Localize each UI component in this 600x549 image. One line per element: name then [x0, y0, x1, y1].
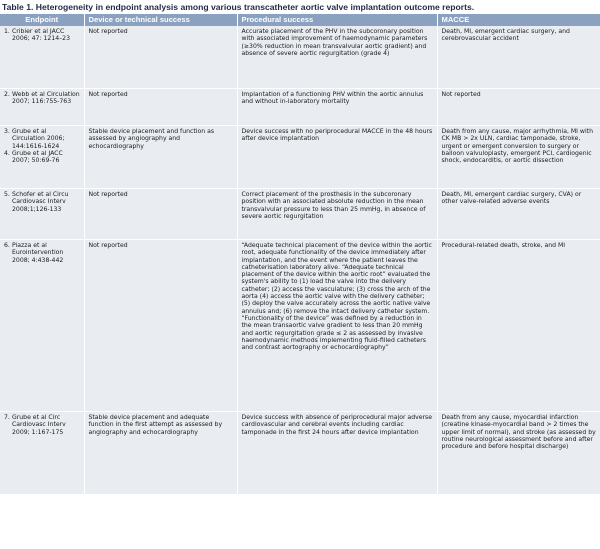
procedural-success-cell: Correct placement of the prosthesis in the subcoronary position with an associated absolute reduction in the mean transvalvular pressure to less than 25 mmHg, in absence of severe aortic regurgitation [237, 189, 437, 240]
header-procedural-success: Procedural success [237, 14, 437, 26]
study-number: 1. [4, 28, 10, 35]
macce-cell: Procedural-related death, stroke, and MI [437, 240, 600, 412]
table-row [0, 240, 600, 412]
device-success-cell: Stable device placement and function as assessed by angiography and echocardiography [84, 126, 237, 189]
study-reference: Grube et al JACC 2007; 50:69-76 [12, 149, 63, 165]
study-reference: Schofer et al Circu Cardiovasc Interv 2008;1;126-133 [12, 191, 69, 213]
study-reference: Cribier et al JACC 2006; 47: 1214–23 [12, 28, 70, 43]
study-reference: Grube et al Circ Cardiovasc Interv 2009; 1:167-175 [12, 414, 66, 436]
endpoint-cell [0, 240, 84, 412]
study-reference: Piazza et al Eurointervention 2008; 4:438-442 [12, 242, 64, 264]
device-success-cell: Not reported [84, 240, 237, 412]
table-caption: Table 1. Heterogeneity in endpoint analysis among various transcatheter aortic valve implantation outcome reports. [2, 2, 475, 12]
header-endpoint: Endpoint [0, 14, 84, 26]
macce-cell: Death, MI, emergent cardiac surgery, CVA) or other valve-related adverse events [437, 189, 600, 240]
macce-cell: Death, MI, emergent cardiac surgery, and cerebrovascular accident [437, 26, 600, 89]
macce-cell: Death from any cause, major arrhythmia, MI with CK MB > 2x ULN, cardiac tamponade, stroke, urgent or emergent conversion to surgery or balloon valvuloplasty, emergent PCI, cardiogenic shock, endocarditis, or aortic dissection [437, 126, 600, 189]
study-number: 2. [4, 91, 10, 98]
study-number: 6. [4, 242, 10, 249]
study-reference: Grube et al Circulation 2006; 144:1616-1624 [12, 128, 65, 150]
endpoint-table [0, 14, 600, 494]
endpoint-cell [0, 26, 84, 89]
header-macce: MACCE [437, 14, 600, 26]
procedural-success-cell: Device success with absence of periprocedural major adverse cardiovascular and cerebral events including cardiac tamponade in the first 24 hours after device implantation [237, 412, 437, 495]
study-number: 3. [4, 128, 10, 135]
table-header-row [0, 14, 600, 26]
device-success-cell: Stable device placement and adequate function in the first attempt as assessed by angiography and echocardiography [84, 412, 237, 495]
procedural-success-cell: Implantation of a functioning PHV within the aortic annulus and without in-laboratory mortality [237, 89, 437, 126]
table-row [0, 189, 600, 240]
procedural-success-cell: “Adequate technical placement of the device within the aortic root, adequate functionality of the device immediately after implantation, and the event where the patient leaves the catheterisation laboratory alive. “Adequate technical placement of the device within the aortic root” evaluated the system's ability to (1) load the valve into the delivery catheter; (2) access the vasculature; (3) cross the arch of the aorta (4) access the aortic valve with the delivery catheter; (5) deploy the valve accurately across the aortic native valve annulus and; (6) remove the intact delivery catheter system. “Functionality of the device” was defined by a reduction in the mean transaortic valve gradient to less than 20 mmHg and aortic regurgitation grade ≤ 2 as assessed by invasive haemodynamic methods implementing fluid-filled catheters and contrast aortography or echocardiography” [237, 240, 437, 412]
endpoint-cell [0, 189, 84, 240]
table-row [0, 412, 600, 495]
device-success-cell: Not reported [84, 189, 237, 240]
device-success-cell: Not reported [84, 26, 237, 89]
study-number: 5. [4, 191, 10, 198]
device-success-cell: Not reported [84, 89, 237, 126]
endpoint-cell [0, 89, 84, 126]
procedural-success-cell: Device success with no periprocedural MACCE in the 48 hours after device implantation [237, 126, 437, 189]
macce-cell: Death from any cause, myocardial infarction (creatine kinase-myocardial band > 2 times the upper limit of normal), and stroke (as assessed by routine neurological assessment before and after procedure and before hospital discharge) [437, 412, 600, 495]
study-number: 7. [4, 414, 10, 421]
study-number: 4. [4, 149, 10, 157]
endpoint-cell [0, 412, 84, 495]
study-reference: Webb et al Circulation 2007; 116:755-763 [12, 91, 80, 106]
table-row [0, 126, 600, 189]
endpoint-cell [0, 126, 84, 189]
procedural-success-cell: Accurate placement of the PHV in the subcoronary position with associated improvement of haemodynamic parameters (≥30% reduction in mean transvalvular aortic gradient) and absence of severe aortic regurgitation (grade 4) [237, 26, 437, 89]
table-row [0, 89, 600, 126]
header-device-success: Device or technical success [84, 14, 237, 26]
table-row [0, 26, 600, 89]
macce-cell: Not reported [437, 89, 600, 126]
